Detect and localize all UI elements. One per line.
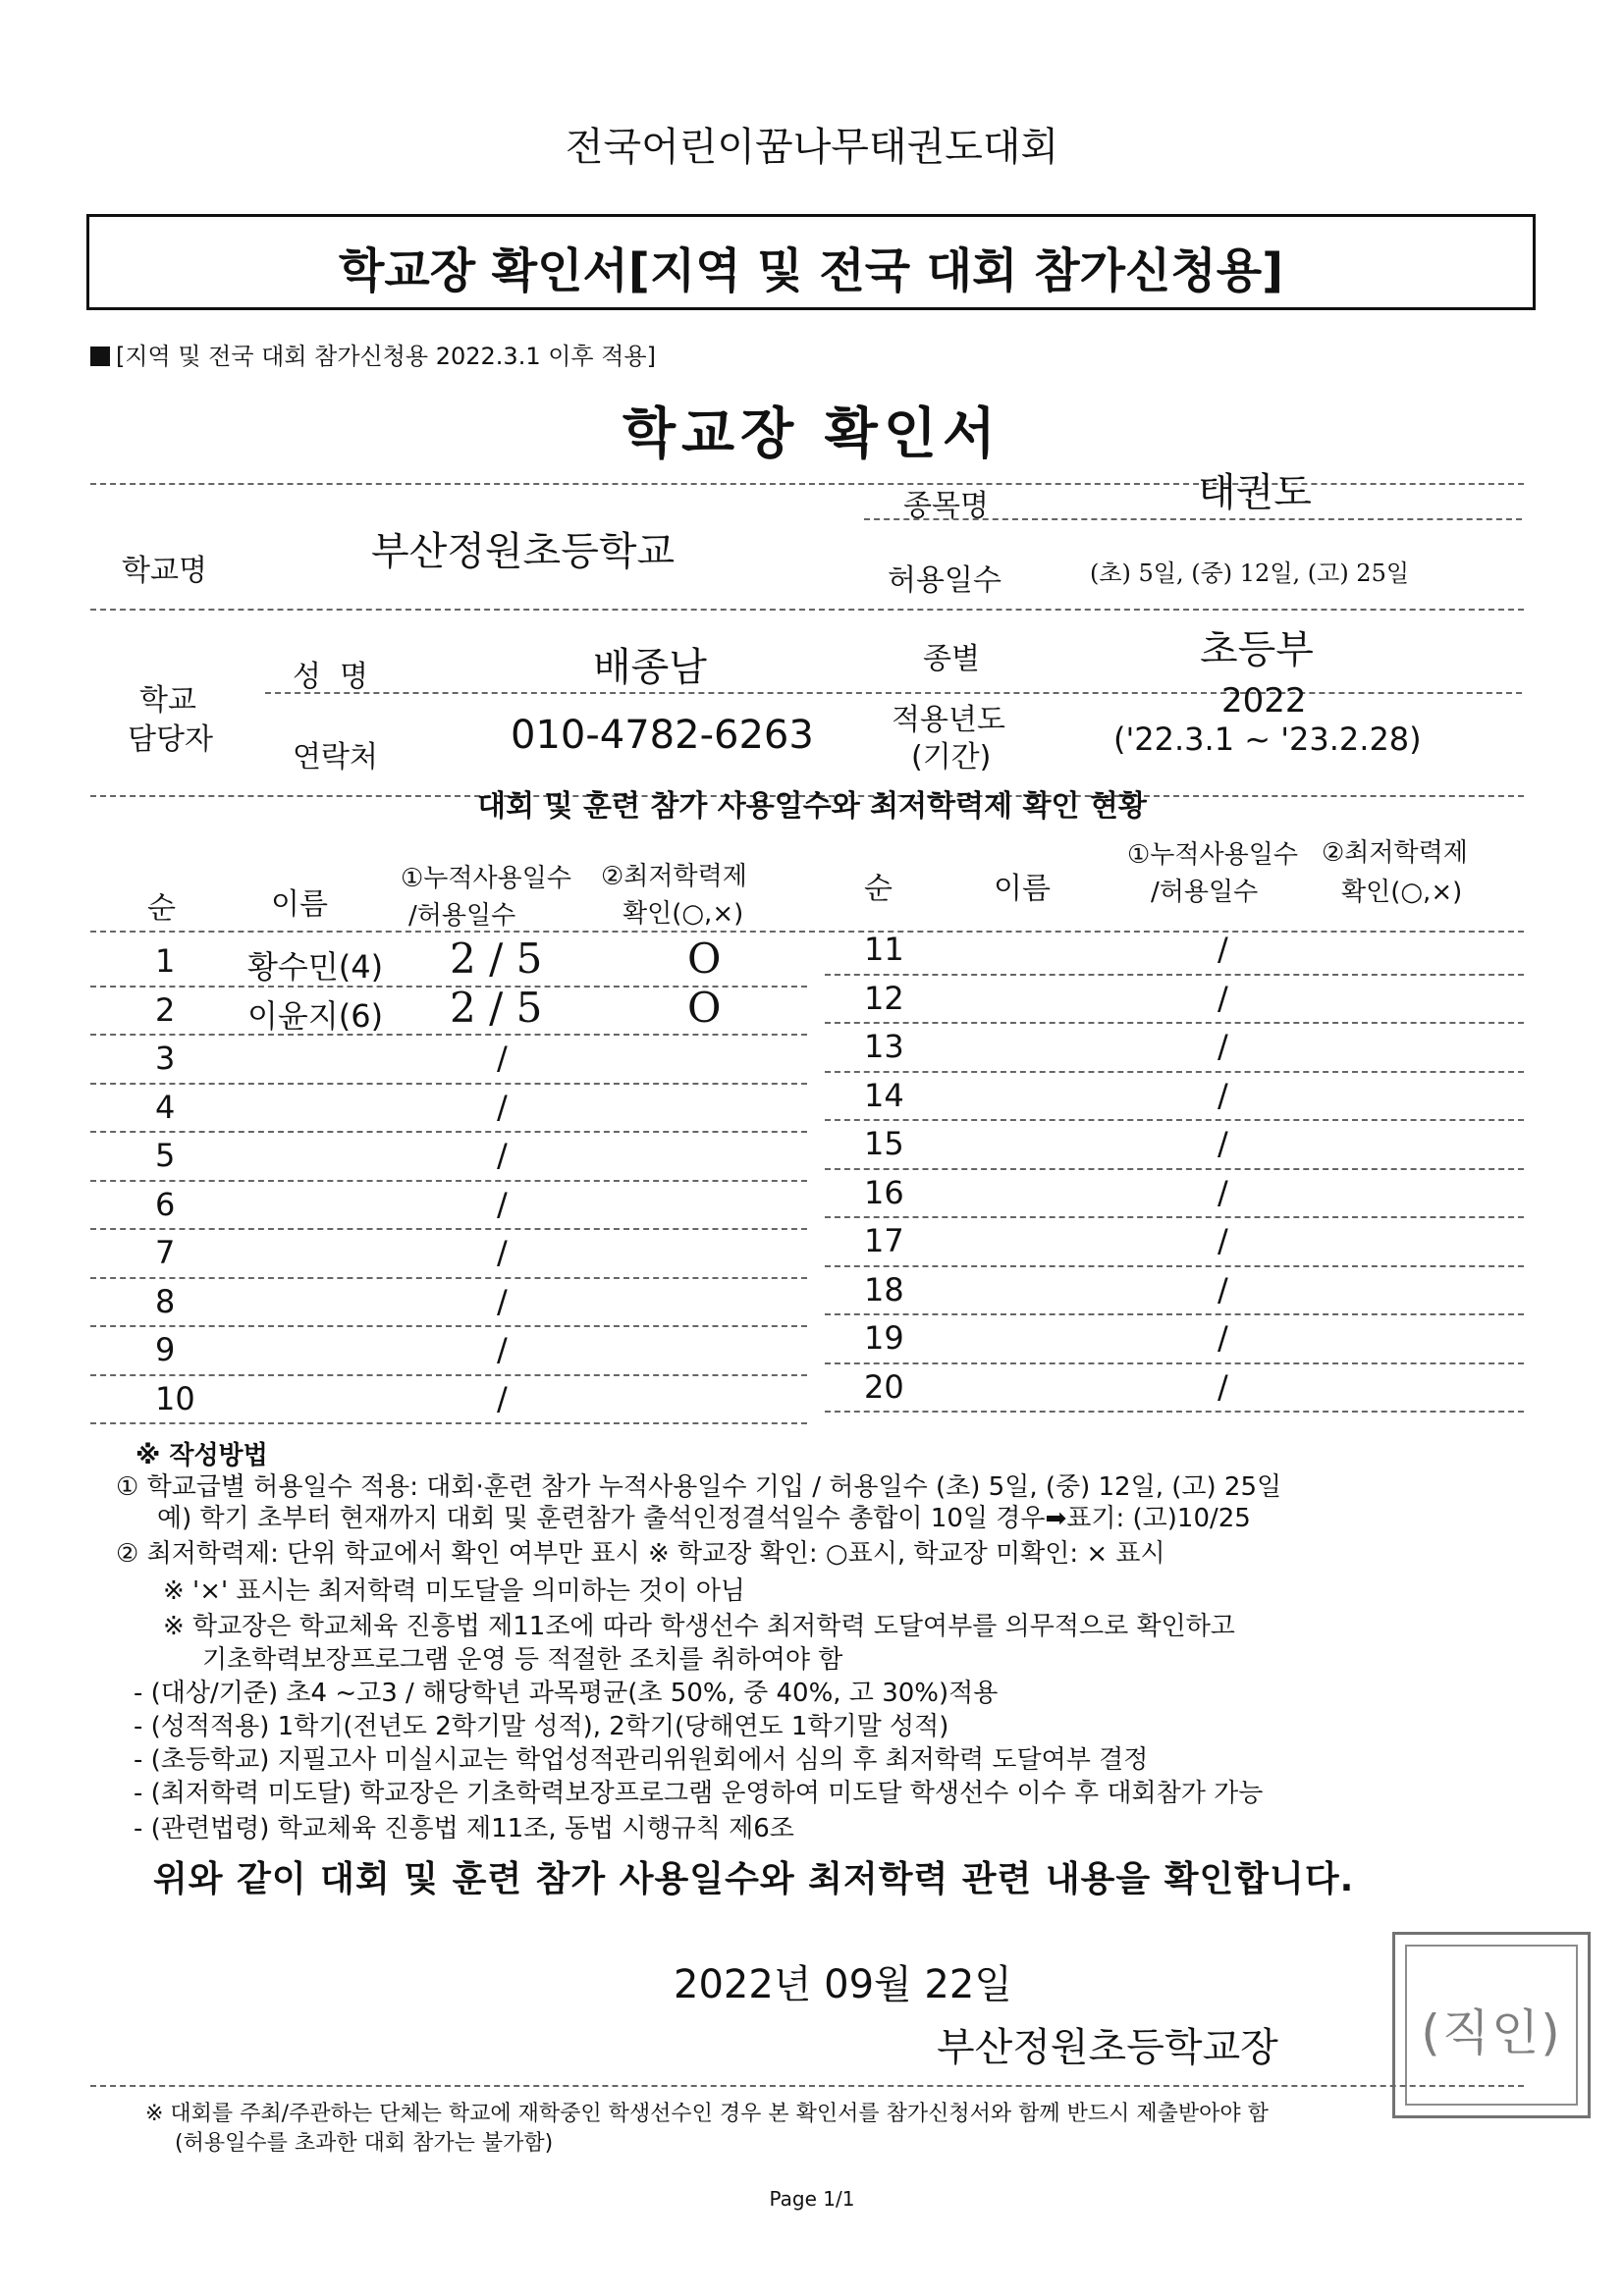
document-title-box (86, 214, 1536, 310)
days-used: / (497, 1234, 508, 1271)
row-divider (90, 1180, 807, 1182)
usage-note (90, 337, 656, 371)
days-used: / (1218, 931, 1228, 968)
name-label: 성 명 (293, 660, 369, 694)
col-name-left: 이름 (271, 887, 328, 922)
year-label: 적용년도 (892, 703, 1005, 737)
contact-group-label-2: 담당자 (128, 722, 213, 757)
row-divider (825, 1119, 1524, 1121)
row-divider (90, 1422, 807, 1424)
row-number: 12 (864, 979, 904, 1017)
instruction-line: - (초등학교) 지필고사 미실시교는 학업성적관리위원회에서 심의 후 최저학력 도달여부 결정 (134, 1745, 1149, 1775)
row-divider (90, 1228, 807, 1230)
division-label: 종별 (923, 642, 980, 676)
days-used: / (497, 1282, 508, 1320)
row-number: 17 (864, 1222, 904, 1259)
instruction-line: ※ 학교장은 학교체육 진흥법 제11조에 따라 학생선수 최저학력 도달여부를 의무적으로 확인하고 (163, 1612, 1235, 1641)
days-used: / (1218, 1125, 1228, 1162)
row-divider (90, 1374, 807, 1376)
row-number: 10 (155, 1379, 195, 1417)
divider (90, 609, 1524, 611)
row-number: 1 (155, 942, 176, 980)
days-used: / (497, 1040, 508, 1077)
phone-value: 010-4782-6263 (511, 713, 814, 758)
instruction-line: ② 최저학력제: 단위 학교에서 확인 여부만 표시 ※ 학교장 확인: ○표시, 학교장 미확인: × 표시 (116, 1539, 1165, 1569)
row-number: 4 (155, 1088, 176, 1126)
row-divider (825, 1411, 1524, 1413)
footer-note-2: (허용일수를 초과한 대회 참가는 불가함) (175, 2131, 554, 2156)
sport-value: 태권도 (1198, 470, 1312, 515)
days-used: / (1218, 1028, 1228, 1065)
divider (90, 2085, 1524, 2087)
row-number: 8 (155, 1282, 176, 1320)
days-used: / (497, 1331, 508, 1368)
row-number: 11 (864, 931, 904, 968)
col-days-right-2: /허용일수 (1151, 878, 1259, 907)
row-divider (90, 1325, 807, 1327)
col-check-right: ②최저학력제 (1322, 838, 1468, 868)
principal-name: 부산정원초등학교장 (937, 2025, 1278, 2070)
seal-label: (직인) (1421, 2004, 1562, 2061)
allowed-days-label: 허용일수 (888, 563, 1001, 598)
col-no-left: 순 (147, 891, 176, 926)
instruction-line: ① 학교급별 허용일수 적용: 대회·훈련 참가 누적사용일수 기입 / 허용일수 (초) 5일, (중) 12일, (고) 25일 (116, 1472, 1282, 1502)
row-divider (825, 1216, 1524, 1218)
col-days-left: ①누적사용일수 (401, 864, 572, 893)
days-used: / (1218, 1076, 1228, 1114)
col-no-right: 순 (864, 872, 893, 906)
col-check-left: ②최저학력제 (601, 862, 747, 891)
academic-check: O (687, 934, 722, 983)
row-divider (90, 1034, 807, 1036)
row-number: 2 (155, 990, 176, 1029)
row-number: 3 (155, 1040, 176, 1077)
row-number: 9 (155, 1331, 176, 1368)
row-divider (825, 1313, 1524, 1315)
days-used: / (1218, 1270, 1228, 1308)
page-number: Page 1/1 (769, 2187, 855, 2211)
row-number: 16 (864, 1173, 904, 1211)
period-value: ('22.3.1 ~ '23.2.28) (1113, 721, 1422, 758)
row-divider (90, 1083, 807, 1085)
phone-label: 연락처 (293, 740, 378, 774)
academic-check: O (687, 983, 722, 1032)
instruction-line: - (관련법령) 학교체육 진흥법 제11조, 동법 시행규칙 제6조 (134, 1814, 794, 1843)
division-value: 초등부 (1200, 627, 1314, 672)
col-days-right: ①누적사용일수 (1127, 840, 1299, 870)
row-divider (825, 1022, 1524, 1024)
usage-note-text: [지역 및 전국 대회 참가신청용 2022.3.1 이후 적용] (116, 343, 656, 370)
year-label-2: (기간) (911, 740, 992, 774)
instruction-line: 예) 학기 초부터 현재까지 대회 및 훈련참가 출석인정결석일수 총합이 10일 경우➡표기: (고)10/25 (157, 1504, 1251, 1533)
row-number: 7 (155, 1234, 176, 1271)
school-label: 학교명 (122, 554, 207, 588)
instruction-line: ※ '×' 표시는 최저학력 미도달을 의미하는 것이 아님 (163, 1576, 745, 1606)
form-title: 학교장 확인서 (622, 402, 1002, 466)
row-number: 6 (155, 1185, 176, 1223)
document-title: 학교장 확인서[지역 및 전국 대회 참가신청용] (338, 243, 1284, 298)
days-used: / (1218, 979, 1228, 1017)
instruction-line: - (성적적용) 1학기(전년도 2학기말 성적), 2학기(당해연도 1학기말 성적) (134, 1712, 949, 1741)
row-divider (825, 1362, 1524, 1364)
row-divider (825, 1071, 1524, 1073)
days-used: / (1218, 1222, 1228, 1259)
instruction-line: - (최저학력 미도달) 학교장은 기초학력보장프로그램 운영하여 미도달 학생선수 이수 후 대회참가 가능 (134, 1779, 1264, 1808)
divider (265, 692, 1522, 694)
school-seal (1392, 1932, 1591, 2118)
square-bullet-icon (90, 347, 110, 366)
row-divider (825, 1168, 1524, 1170)
row-number: 18 (864, 1270, 904, 1308)
signature-date: 2022년 09월 22일 (674, 1962, 1012, 2007)
row-number: 13 (864, 1028, 904, 1065)
col-days-left-2: /허용일수 (408, 901, 516, 931)
divider (864, 518, 1522, 520)
days-used: 2 / 5 (450, 983, 543, 1032)
col-check-right-2: 확인(○,×) (1341, 878, 1463, 907)
days-used: / (1218, 1367, 1228, 1406)
instructions-heading: ※ 작성방법 (135, 1441, 268, 1470)
days-used: 2 / 5 (450, 934, 543, 983)
contact-group-label: 학교 (139, 683, 196, 718)
sport-label: 종목명 (903, 489, 989, 523)
row-divider (825, 1265, 1524, 1267)
col-name-right: 이름 (994, 872, 1051, 906)
days-used: / (497, 1088, 508, 1126)
table-title: 대회 및 훈련 참가 사용일수와 최저학력제 확인 현황 (477, 789, 1147, 824)
days-used: / (1218, 1173, 1228, 1211)
row-number: 19 (864, 1319, 904, 1357)
row-number: 15 (864, 1125, 904, 1162)
student-name: 이윤지(6) (247, 996, 384, 1035)
col-check-left-2: 확인(○,×) (623, 899, 744, 929)
event-title: 전국어린이꿈나무태권도대회 (565, 125, 1059, 170)
days-used: / (497, 1137, 508, 1174)
row-divider (825, 974, 1524, 976)
student-name: 황수민(4) (247, 948, 384, 986)
days-used: / (497, 1185, 508, 1223)
school-value: 부산정원초등학교 (371, 529, 676, 574)
row-divider (90, 1277, 807, 1279)
confirmation-statement: 위와 같이 대회 및 훈련 참가 사용일수와 최저학력 관련 내용을 확인합니다. (153, 1859, 1355, 1899)
divider (90, 931, 1524, 933)
row-number: 5 (155, 1137, 176, 1174)
row-number: 20 (864, 1367, 904, 1406)
manager-name-value: 배종남 (593, 645, 707, 690)
days-used: / (497, 1379, 508, 1417)
year-value: 2022 (1221, 681, 1307, 721)
row-divider (90, 1131, 807, 1133)
footer-note: ※ 대회를 주최/주관하는 단체는 학교에 재학중인 학생선수인 경우 본 확인서를 참가신청서와 함께 반드시 제출받아야 함 (145, 2102, 1269, 2126)
allowed-days-value: (초) 5일, (중) 12일, (고) 25일 (1090, 560, 1410, 587)
days-used: / (1218, 1319, 1228, 1357)
instruction-line: - (대상/기준) 초4 ~고3 / 해당학년 과목평균(초 50%, 중 40%, 고 30%)적용 (134, 1679, 999, 1708)
row-number: 14 (864, 1076, 904, 1114)
instruction-line: 기초학력보장프로그램 운영 등 적절한 조치를 취하여야 함 (202, 1645, 843, 1675)
